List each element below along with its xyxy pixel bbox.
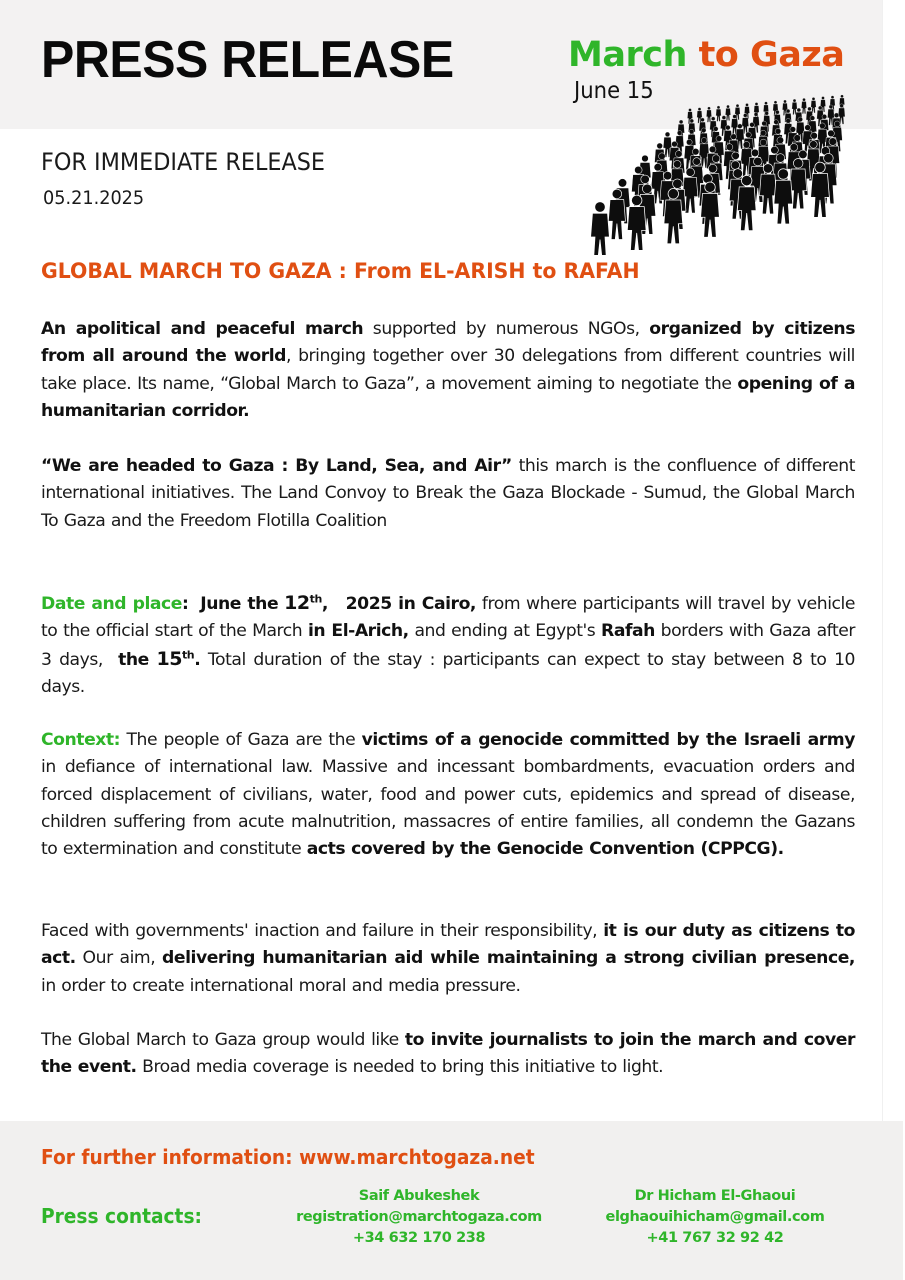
contact-card bbox=[585, 1186, 845, 1249]
person-silhouette bbox=[591, 202, 610, 255]
paragraph-journalists bbox=[41, 1027, 855, 1082]
bold-text: June the bbox=[200, 594, 279, 614]
person-silhouette bbox=[725, 105, 730, 120]
person-silhouette bbox=[811, 97, 816, 112]
text: Our aim, bbox=[75, 948, 163, 969]
bold-text: organized by citizens from all around the world bbox=[41, 319, 855, 367]
contact-name: Saif Abukeshek bbox=[358, 1188, 480, 1204]
bold-text: Rafah bbox=[601, 621, 655, 642]
release-date: 05.21.2025 bbox=[43, 187, 145, 209]
text: in order to create international moral and media pressure. bbox=[41, 975, 521, 996]
crowd-image bbox=[585, 92, 847, 255]
paragraph-initiatives bbox=[41, 453, 855, 535]
colon: : bbox=[181, 594, 189, 614]
quote-text: “We are headed to Gaza : By Land, Sea, and Air” bbox=[41, 456, 512, 476]
text: Faced with governments' inaction and failure in their responsibility, bbox=[41, 921, 604, 941]
text: borders with Gaza after 3 days, bbox=[41, 621, 855, 670]
text: and ending at Egypt's bbox=[408, 621, 602, 642]
bold-text: 2025 in Cairo, bbox=[345, 594, 477, 614]
paragraph-date-place bbox=[41, 590, 855, 701]
comma: , bbox=[321, 594, 328, 614]
text: this march is the confluence of different international initiatives. The Land Convoy to Break the Gaza Blockade - Sumud, the Global March To Gaza and the Freedom Flotilla Coalition bbox=[41, 456, 856, 531]
bold-text: in El-Arich, bbox=[307, 621, 409, 642]
day-number: 15 bbox=[156, 647, 182, 670]
text: from where participants will travel by vehicle to the official start of the March bbox=[41, 594, 855, 642]
bold-text: the bbox=[118, 649, 149, 670]
date-place-label: Date and place bbox=[41, 594, 182, 614]
release-type: FOR IMMEDIATE RELEASE bbox=[41, 148, 326, 176]
brand-logo bbox=[568, 34, 844, 76]
brand-march: March bbox=[568, 35, 687, 75]
bold-text: to invite journalists to join the march and cover the event. bbox=[41, 1030, 856, 1078]
ordinal-suffix: th bbox=[182, 647, 195, 661]
contact-email[interactable]: elghaouihicham@gmail.com bbox=[605, 1209, 825, 1225]
paragraph-intro bbox=[41, 316, 855, 425]
press-contacts-label: Press contacts: bbox=[41, 1204, 202, 1228]
person-silhouette bbox=[782, 100, 787, 115]
page-edge bbox=[882, 0, 905, 1280]
text: in defiance of international law. Massive and incessant bombardments, evacuation orders and forced displacement of civilians, water, food and power cuts, epidemics and spread of disease, children suffering from acute malnutrition, massacres of entire families, all condemn the Gazans to extermination and constitute bbox=[41, 757, 855, 860]
further-info-link[interactable]: For further information: www.marchtogaza.net bbox=[41, 1145, 535, 1169]
person-silhouette bbox=[716, 106, 721, 121]
person-silhouette bbox=[706, 107, 711, 122]
contact-card bbox=[289, 1186, 549, 1249]
bold-text: delivering humanitarian aid while maintaining a strong civilian presence, bbox=[162, 948, 855, 969]
press-release-title: PRESS RELEASE bbox=[41, 31, 454, 89]
contact-email[interactable]: registration@marchtogaza.com bbox=[296, 1209, 542, 1225]
text: The Global March to Gaza group would like bbox=[41, 1030, 405, 1050]
paragraph-context bbox=[41, 727, 855, 863]
contact-phone[interactable]: +34 632 170 238 bbox=[352, 1230, 486, 1246]
day-number: 12 bbox=[284, 592, 310, 614]
contact-name: Dr Hicham El-Ghaoui bbox=[634, 1188, 796, 1204]
text: The people of Gaza are the bbox=[120, 730, 362, 750]
bold-text: opening of a humanitarian corridor. bbox=[41, 373, 855, 421]
text: supported by numerous NGOs, bbox=[363, 319, 650, 339]
contact-phone[interactable]: +41 767 32 92 42 bbox=[646, 1230, 784, 1246]
ordinal-suffix: th bbox=[309, 592, 322, 606]
event-date: June 15 bbox=[574, 78, 654, 104]
bold-text: acts covered by the Genocide Convention (CPPCG). bbox=[306, 839, 784, 860]
context-label: Context: bbox=[41, 730, 121, 750]
bold-text: it is our duty as citizens to act. bbox=[41, 921, 855, 969]
text: Total duration of the stay : participants can expect to stay between 8 to 10 days. bbox=[41, 649, 856, 697]
person-silhouette bbox=[801, 98, 806, 113]
text: Broad media coverage is needed to bring this initiative to light. bbox=[136, 1057, 664, 1078]
text: , bringing together over 30 delegations from different countries will take place. Its name, “Global March to Gaza”, a movement aiming to negotiate the bbox=[41, 346, 855, 394]
paragraph-duty bbox=[41, 918, 855, 1000]
headline: GLOBAL MARCH TO GAZA : From EL-ARISH to RAFAH bbox=[41, 259, 640, 284]
bold-text: An apolitical and peaceful march bbox=[41, 319, 364, 339]
brand-to-gaza: to Gaza bbox=[698, 35, 845, 75]
period: . bbox=[194, 649, 201, 670]
person-silhouette bbox=[830, 96, 835, 111]
bold-text: victims of a genocide committed by the Israeli army bbox=[361, 730, 855, 750]
